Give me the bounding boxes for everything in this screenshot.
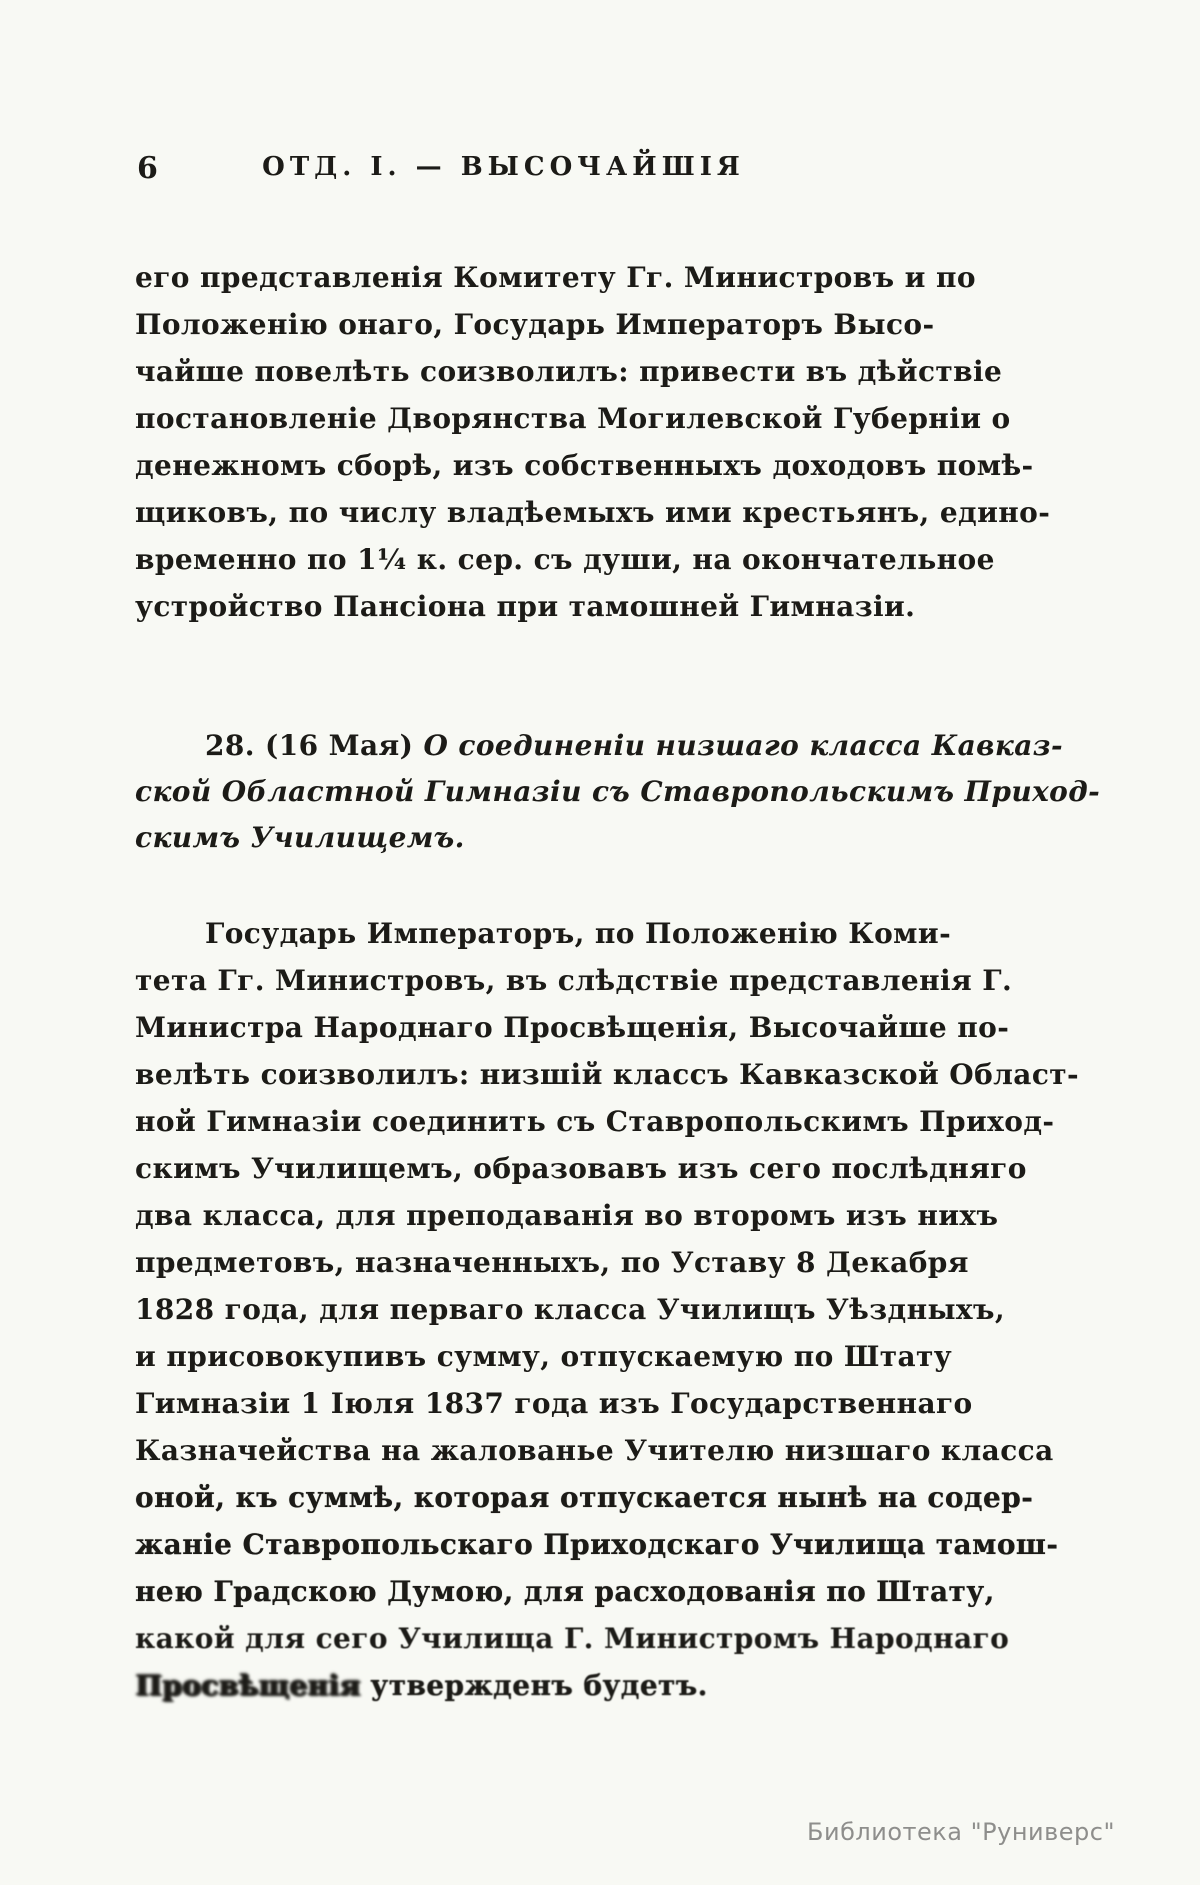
text-line: Министра Народнаго Просвѣщенія, Высочайше по- (135, 1011, 1010, 1044)
runivers-library-watermark: Библиотека "Руниверс" (807, 1818, 1115, 1846)
text-line: жаніе Ставропольскаго Приходскаго Училища тамош- (135, 1528, 1059, 1561)
decree-28-heading (135, 723, 1101, 861)
text-line: денежномъ сборѣ, изъ собственныхъ доходовъ помѣ- (135, 449, 1034, 482)
text-line: его представленія Комитету Гг. Министровъ и по (135, 261, 976, 294)
smudged-rest: утвержденъ будетъ. (370, 1669, 708, 1702)
text-line: чайше повелѣть соизволилъ: привести въ дѣйствіе (135, 355, 1003, 388)
text-line: ной Гимназіи соединить съ Ставропольскимъ Приход- (135, 1105, 1055, 1138)
heading-line (135, 723, 1064, 769)
text-line: нею Градскою Думою, для расходованія по Штату, (135, 1575, 995, 1608)
page-number: 6 (137, 151, 158, 186)
decree-number-and-date: 28. (16 Мая) (205, 729, 414, 762)
text-line: Государь Императоръ, по Положенію Коми- (205, 917, 952, 950)
text-line: и присовокупивъ сумму, отпускаемую по Штату (135, 1340, 953, 1373)
text-line: Положенію онаго, Государь Императоръ Высо- (135, 308, 935, 341)
text-line: Казначейства на жалованье Учителю низшаго класса (135, 1434, 1054, 1467)
text-line: оной, къ суммѣ, которая отпускается нынѣ на содер- (135, 1481, 1034, 1514)
running-header: ОТД. I. — ВЫСОЧАЙШІЯ (262, 152, 745, 182)
text-line: Гимназіи 1 Іюля 1837 года изъ Государственнаго (135, 1387, 973, 1420)
heading-line: скимъ Училищемъ. (135, 821, 465, 854)
text-line: постановленіе Дворянства Могилевской Губерніи о (135, 402, 1011, 435)
text-line: скимъ Училищемъ, образовавъ изъ сего послѣдняго (135, 1152, 1027, 1185)
text-line: временно по 1¼ к. сер. съ души, на окончательное (135, 543, 995, 576)
smudged-word: Просвѣщенія (135, 1669, 361, 1702)
text-line: два класса, для преподаванія во второмъ изъ нихъ (135, 1199, 999, 1232)
decree-title-part: О соединеніи низшаго класса Кавказ- (423, 729, 1064, 762)
heading-line: ской Областной Гимназіи съ Ставропольскимъ Приход- (135, 775, 1101, 808)
text-line: велѣть соизволилъ: низшій классъ Кавказской Област- (135, 1058, 1080, 1091)
text-line: какой для сего Училища Г. Министромъ Народнаго (135, 1622, 1010, 1655)
paragraph-decree-28-body (135, 910, 1080, 1709)
paragraph-decree-27-continuation (135, 254, 1051, 630)
text-line: 1828 года, для перваго класса Училищъ Уѣздныхъ, (135, 1293, 1006, 1326)
text-line: щиковъ, по числу владѣемыхъ ими крестьянъ, едино- (135, 496, 1051, 529)
text-line-smudged (135, 1662, 872, 1709)
text-line: устройство Пансіона при тамошней Гимназіи. (135, 590, 916, 623)
text-line: тета Гг. Министровъ, въ слѣдствіе представленія Г. (135, 964, 1013, 997)
text-line: предметовъ, назначенныхъ, по Уставу 8 Декабря (135, 1246, 969, 1279)
